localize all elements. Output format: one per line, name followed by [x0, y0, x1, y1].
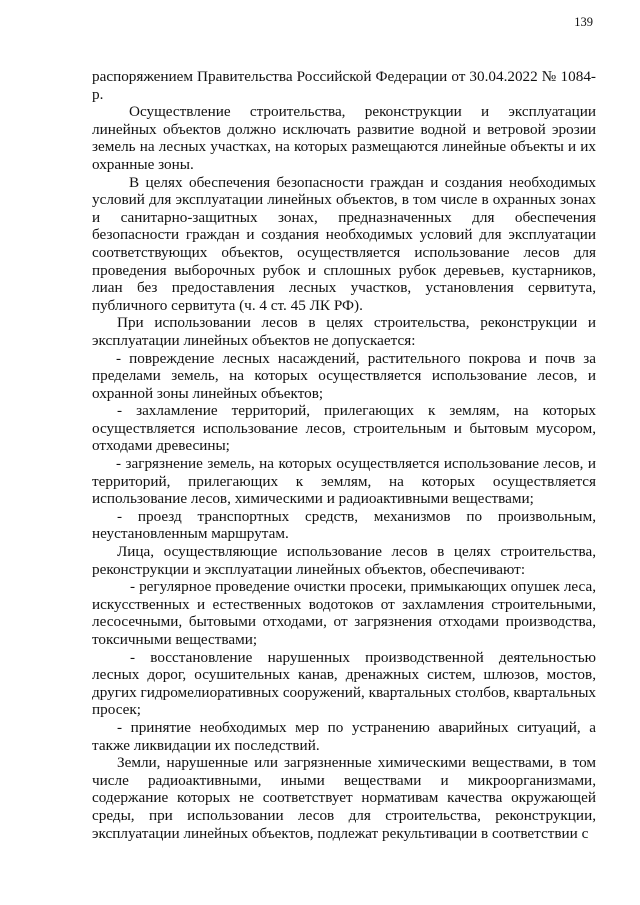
list-item-restoration: - восстановление нарушенных производственной деятельностью лесных дорог, осушительных канав, дренажных систем, шлюзов, мостов, других гидромелиоративных сооружений, квартальных столбов, квартальных просек;: [92, 648, 596, 719]
list-item-damage: - повреждение лесных насаждений, растительного покрова и почв за пределами земель, на которых осуществляется использование лесов, и охранной зоны линейных объектов;: [92, 349, 596, 402]
list-item-cleaning: - регулярное проведение очистки просеки, примыкающих опушек леса, искусственных и естественных водотоков от захламления строительными, лесосечными, бытовыми отходами, от загрязнения отходами производства, токсичными веществами;: [92, 578, 596, 648]
paragraph-recultivation: Земли, нарушенные или загрязненные химическими веществами, в том числе радиоактивными, иными веществами и микроорганизмами, содержание которых не соответствует нормативам качества окружающей среды, при использовании лесов для строительства, реконструкции, эксплуатации линейных объектов, подлежат рекультивации в соответствии с: [92, 754, 596, 842]
list-item-littering: - захламление территорий, прилегающих к землям, на которых осуществляется использование лесов, строительным и бытовым мусором, отходами древесины;: [92, 402, 596, 455]
paragraph-safety: В целях обеспечения безопасности граждан и создания необходимых условий для эксплуатации линейных объектов, в том числе в охранных зонах и санитарно-защитных зонах, предназначенных для обеспечения безопасности граждан и создания необходимых условий для эксплуатации соответствующих объектов, осуществляется использование лесов для проведения выборочных рубок и сплошных рубок деревьев, кустарников, лиан без предоставления лесных участков, установления сервитута, публичного сервитута (ч. 4 ст. 45 ЛК РФ).: [92, 173, 596, 314]
page-number: 139: [574, 15, 593, 29]
document-body: [92, 68, 596, 842]
paragraph-obligations-intro: Лица, осуществляющие использование лесов в целях строительства, реконструкции и эксплуатации линейных объектов, обеспечивают:: [92, 543, 596, 578]
list-item-traffic: - проезд транспортных средств, механизмов по произвольным, неустановленным маршрутам.: [92, 507, 596, 543]
paragraph-continuation: распоряжением Правительства Российской Федерации от 30.04.2022 № 1084-р.: [92, 68, 596, 103]
paragraph-erosion: Осуществление строительства, реконструкции и эксплуатации линейных объектов должно исключать развитие водной и ветровой эрозии земель на лесных участках, на которых размещаются линейные объекты и их охранные зоны.: [92, 103, 596, 173]
list-item-emergency: - принятие необходимых мер по устранению аварийных ситуаций, а также ликвидации их последствий.: [92, 718, 596, 754]
list-item-pollution: - загрязнение земель, на которых осуществляется использование лесов, и территорий, прилегающих к землям, на которых осуществляется использование лесов, химическими и радиоактивными веществами;: [92, 455, 596, 508]
paragraph-prohibitions-intro: При использовании лесов в целях строительства, реконструкции и эксплуатации линейных объектов не допускается:: [92, 314, 596, 349]
